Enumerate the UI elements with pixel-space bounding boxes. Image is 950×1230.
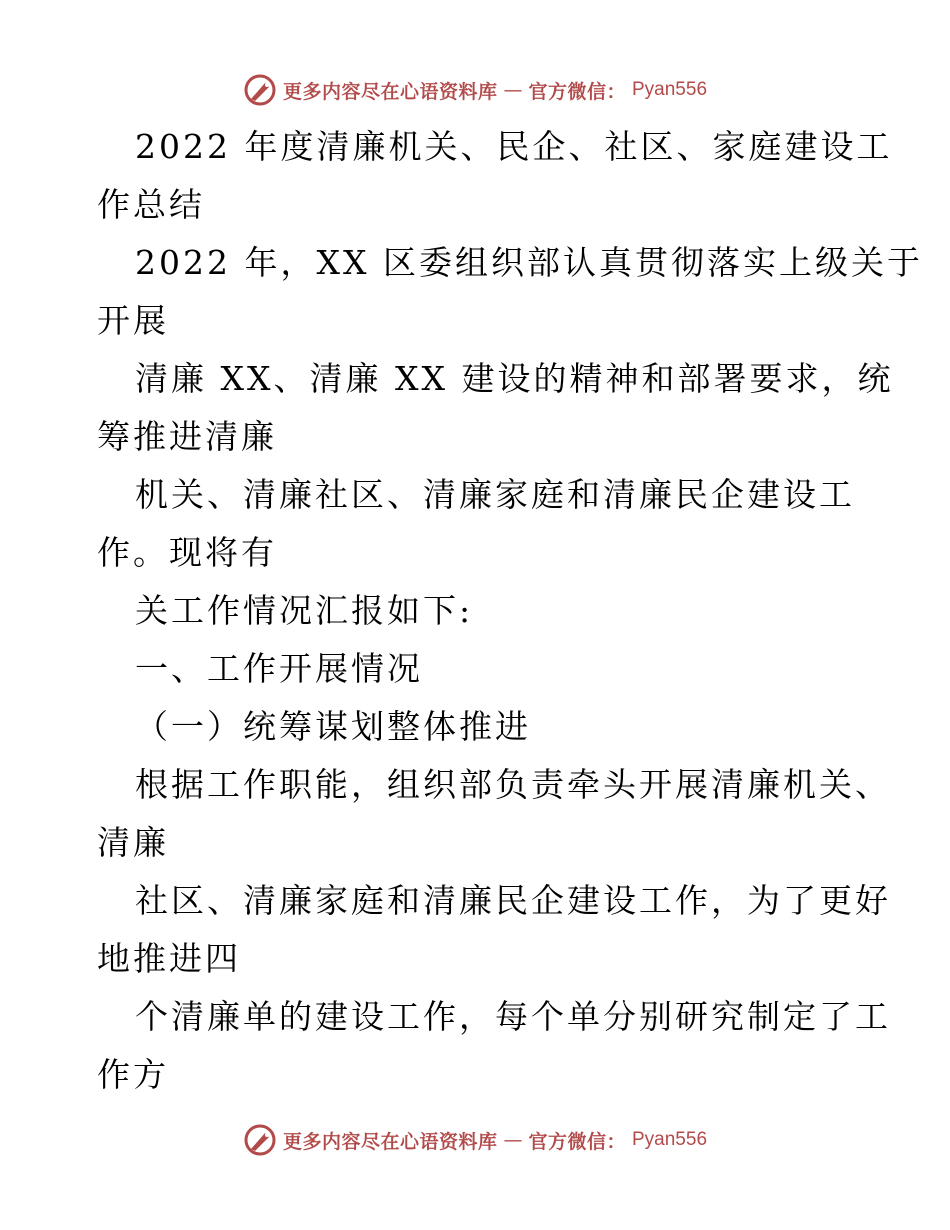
pen-logo-icon <box>243 73 277 107</box>
document-body <box>97 118 923 1104</box>
text-line: 根据工作职能，组织部负责牵头开展清廉机关、 <box>135 765 891 804</box>
watermark-id: Pyan556 <box>632 1129 708 1150</box>
text-line: 2022 年，XX 区委组织部认真贯彻落实上级关于 <box>135 243 923 282</box>
watermark-label: 官方微信： <box>528 80 626 103</box>
watermark-label: 官方微信： <box>528 1130 626 1153</box>
text-line: 筹推进清廉 <box>97 417 277 456</box>
text-line: 开展 <box>97 301 169 340</box>
text-line: 2022 年度清廉机关、民企、社区、家庭建设工 <box>135 127 893 166</box>
text-line: 机关、清廉社区、清廉家庭和清廉民企建设工 <box>135 475 855 514</box>
text-line: 清廉 <box>97 823 169 862</box>
text-line: 作。现将有 <box>97 533 277 572</box>
watermark-separator: — <box>503 79 523 101</box>
text-line: 个清廉单的建设工作，每个单分别研究制定了工 <box>135 997 891 1036</box>
text-line: 地推进四 <box>97 939 241 978</box>
watermark-text: 更多内容尽在心语资料库 <box>282 80 498 103</box>
text-line: 社区、清廉家庭和清廉民企建设工作，为了更好 <box>135 881 891 920</box>
watermark-separator: — <box>503 1129 523 1151</box>
section-heading: 一、工作开展情况 <box>135 649 423 688</box>
text-line: 清廉 XX、清廉 XX 建设的精神和部署要求，统 <box>135 359 894 398</box>
pen-logo-icon <box>243 1123 277 1157</box>
subsection-heading: （一）统筹谋划整体推进 <box>135 707 531 746</box>
text-line: 作方 <box>97 1055 169 1094</box>
watermark-id: Pyan556 <box>632 79 708 100</box>
footer-watermark <box>0 1120 950 1160</box>
text-line: 作总结 <box>97 185 205 224</box>
watermark-text: 更多内容尽在心语资料库 <box>282 1130 498 1153</box>
text-line: 关工作情况汇报如下: <box>135 591 474 630</box>
header-watermark <box>0 70 950 110</box>
